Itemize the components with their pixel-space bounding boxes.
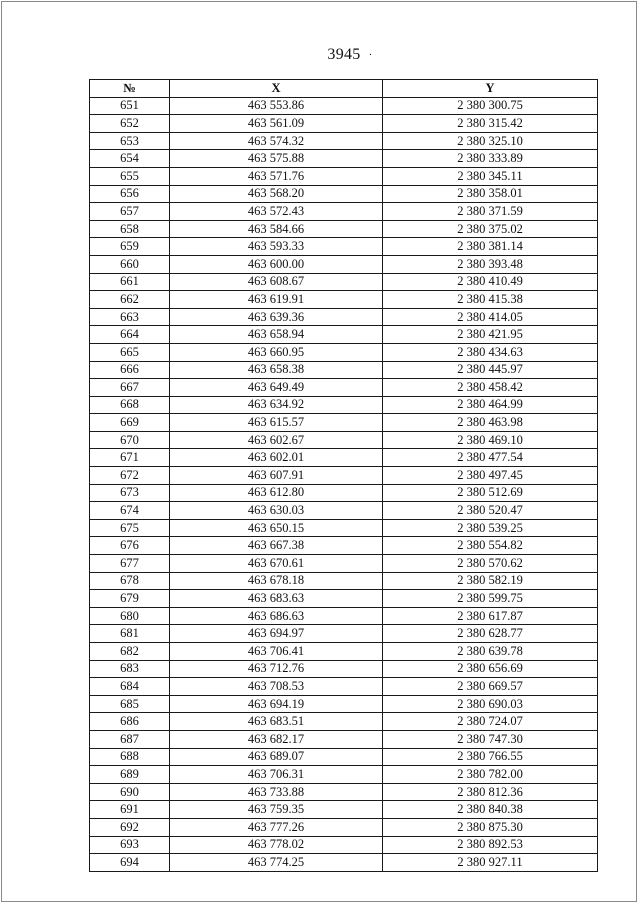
cell-number: 655 xyxy=(90,167,170,185)
cell-x: 463 774.25 xyxy=(170,854,383,872)
cell-y: 2 380 840.38 xyxy=(383,801,598,819)
cell-x: 463 733.88 xyxy=(170,783,383,801)
cell-number: 685 xyxy=(90,695,170,713)
cell-y: 2 380 617.87 xyxy=(383,607,598,625)
table-row xyxy=(90,537,598,555)
table-row xyxy=(90,467,598,485)
table-row xyxy=(90,115,598,133)
cell-y: 2 380 570.62 xyxy=(383,555,598,573)
page-number-text: 3945 xyxy=(327,46,361,63)
cell-number: 661 xyxy=(90,273,170,291)
cell-number: 657 xyxy=(90,203,170,221)
cell-number: 672 xyxy=(90,467,170,485)
cell-y: 2 380 782.00 xyxy=(383,766,598,784)
cell-y: 2 380 414.05 xyxy=(383,308,598,326)
cell-number: 667 xyxy=(90,379,170,397)
table-row xyxy=(90,308,598,326)
cell-x: 463 708.53 xyxy=(170,678,383,696)
cell-y: 2 380 724.07 xyxy=(383,713,598,731)
table-row xyxy=(90,695,598,713)
cell-y: 2 380 315.42 xyxy=(383,115,598,133)
table-row xyxy=(90,150,598,168)
cell-y: 2 380 458.42 xyxy=(383,379,598,397)
table-body xyxy=(90,97,598,871)
cell-x: 463 612.80 xyxy=(170,484,383,502)
cell-number: 658 xyxy=(90,220,170,238)
cell-number: 683 xyxy=(90,660,170,678)
page-mark: · xyxy=(368,49,373,62)
table-row xyxy=(90,255,598,273)
table-row xyxy=(90,730,598,748)
table-row xyxy=(90,326,598,344)
table-row xyxy=(90,379,598,397)
cell-number: 686 xyxy=(90,713,170,731)
table-row xyxy=(90,396,598,414)
cell-y: 2 380 445.97 xyxy=(383,361,598,379)
table-row xyxy=(90,449,598,467)
cell-x: 463 574.32 xyxy=(170,132,383,150)
cell-x: 463 608.67 xyxy=(170,273,383,291)
table-row xyxy=(90,273,598,291)
cell-x: 463 572.43 xyxy=(170,203,383,221)
cell-y: 2 380 415.38 xyxy=(383,291,598,309)
table-row xyxy=(90,555,598,573)
cell-number: 663 xyxy=(90,308,170,326)
table-row xyxy=(90,678,598,696)
table-header-row xyxy=(90,80,598,98)
cell-y: 2 380 628.77 xyxy=(383,625,598,643)
cell-number: 666 xyxy=(90,361,170,379)
cell-y: 2 380 463.98 xyxy=(383,414,598,432)
cell-x: 463 778.02 xyxy=(170,836,383,854)
cell-y: 2 380 639.78 xyxy=(383,643,598,661)
cell-y: 2 380 434.63 xyxy=(383,343,598,361)
cell-x: 463 630.03 xyxy=(170,502,383,520)
cell-x: 463 602.01 xyxy=(170,449,383,467)
cell-number: 674 xyxy=(90,502,170,520)
cell-x: 463 694.19 xyxy=(170,695,383,713)
table-row xyxy=(90,97,598,115)
cell-y: 2 380 554.82 xyxy=(383,537,598,555)
cell-x: 463 619.91 xyxy=(170,291,383,309)
cell-y: 2 380 539.25 xyxy=(383,519,598,537)
table-row xyxy=(90,484,598,502)
cell-number: 679 xyxy=(90,590,170,608)
cell-x: 463 600.00 xyxy=(170,255,383,273)
table-row xyxy=(90,167,598,185)
table-row xyxy=(90,291,598,309)
table-row xyxy=(90,502,598,520)
cell-y: 2 380 892.53 xyxy=(383,836,598,854)
table-row xyxy=(90,414,598,432)
table-row xyxy=(90,625,598,643)
cell-x: 463 660.95 xyxy=(170,343,383,361)
cell-number: 668 xyxy=(90,396,170,414)
coordinates-table xyxy=(89,79,598,872)
cell-x: 463 712.76 xyxy=(170,660,383,678)
cell-y: 2 380 358.01 xyxy=(383,185,598,203)
cell-x: 463 615.57 xyxy=(170,414,383,432)
cell-number: 652 xyxy=(90,115,170,133)
table-row xyxy=(90,660,598,678)
cell-y: 2 380 812.36 xyxy=(383,783,598,801)
cell-y: 2 380 690.03 xyxy=(383,695,598,713)
header-y: Y xyxy=(383,80,598,98)
cell-x: 463 683.63 xyxy=(170,590,383,608)
table-row xyxy=(90,185,598,203)
cell-y: 2 380 747.30 xyxy=(383,730,598,748)
table-row xyxy=(90,801,598,819)
cell-y: 2 380 464.99 xyxy=(383,396,598,414)
cell-y: 2 380 325.10 xyxy=(383,132,598,150)
cell-y: 2 380 469.10 xyxy=(383,431,598,449)
cell-y: 2 380 393.48 xyxy=(383,255,598,273)
cell-number: 656 xyxy=(90,185,170,203)
cell-y: 2 380 421.95 xyxy=(383,326,598,344)
table-row xyxy=(90,713,598,731)
cell-x: 463 639.36 xyxy=(170,308,383,326)
cell-number: 669 xyxy=(90,414,170,432)
cell-number: 693 xyxy=(90,836,170,854)
cell-x: 463 706.31 xyxy=(170,766,383,784)
table-row xyxy=(90,361,598,379)
table-row xyxy=(90,431,598,449)
table-row xyxy=(90,572,598,590)
header-x: X xyxy=(170,80,383,98)
cell-number: 671 xyxy=(90,449,170,467)
table-row xyxy=(90,220,598,238)
table-row xyxy=(90,854,598,872)
cell-y: 2 380 766.55 xyxy=(383,748,598,766)
table-row xyxy=(90,607,598,625)
cell-x: 463 553.86 xyxy=(170,97,383,115)
table-row xyxy=(90,519,598,537)
cell-number: 680 xyxy=(90,607,170,625)
cell-number: 682 xyxy=(90,643,170,661)
cell-number: 687 xyxy=(90,730,170,748)
table-row xyxy=(90,343,598,361)
table-row xyxy=(90,203,598,221)
cell-y: 2 380 520.47 xyxy=(383,502,598,520)
cell-x: 463 575.88 xyxy=(170,150,383,168)
cell-number: 676 xyxy=(90,537,170,555)
table-row xyxy=(90,238,598,256)
cell-y: 2 380 669.57 xyxy=(383,678,598,696)
cell-x: 463 670.61 xyxy=(170,555,383,573)
cell-x: 463 682.17 xyxy=(170,730,383,748)
cell-number: 678 xyxy=(90,572,170,590)
cell-x: 463 658.94 xyxy=(170,326,383,344)
cell-x: 463 667.38 xyxy=(170,537,383,555)
cell-x: 463 658.38 xyxy=(170,361,383,379)
cell-number: 691 xyxy=(90,801,170,819)
cell-number: 688 xyxy=(90,748,170,766)
table-row xyxy=(90,783,598,801)
cell-x: 463 689.07 xyxy=(170,748,383,766)
cell-x: 463 683.51 xyxy=(170,713,383,731)
cell-number: 694 xyxy=(90,854,170,872)
table-row xyxy=(90,766,598,784)
cell-number: 664 xyxy=(90,326,170,344)
cell-y: 2 380 345.11 xyxy=(383,167,598,185)
cell-y: 2 380 656.69 xyxy=(383,660,598,678)
cell-number: 654 xyxy=(90,150,170,168)
cell-number: 689 xyxy=(90,766,170,784)
cell-y: 2 380 410.49 xyxy=(383,273,598,291)
cell-y: 2 380 333.89 xyxy=(383,150,598,168)
cell-y: 2 380 927.11 xyxy=(383,854,598,872)
table-row xyxy=(90,818,598,836)
cell-number: 653 xyxy=(90,132,170,150)
cell-number: 692 xyxy=(90,818,170,836)
cell-x: 463 706.41 xyxy=(170,643,383,661)
cell-number: 660 xyxy=(90,255,170,273)
cell-y: 2 380 497.45 xyxy=(383,467,598,485)
cell-number: 677 xyxy=(90,555,170,573)
cell-number: 662 xyxy=(90,291,170,309)
cell-x: 463 602.67 xyxy=(170,431,383,449)
cell-number: 684 xyxy=(90,678,170,696)
cell-y: 2 380 477.54 xyxy=(383,449,598,467)
cell-y: 2 380 381.14 xyxy=(383,238,598,256)
cell-x: 463 694.97 xyxy=(170,625,383,643)
cell-x: 463 571.76 xyxy=(170,167,383,185)
cell-y: 2 380 875.30 xyxy=(383,818,598,836)
cell-x: 463 607.91 xyxy=(170,467,383,485)
cell-number: 681 xyxy=(90,625,170,643)
cell-y: 2 380 599.75 xyxy=(383,590,598,608)
cell-x: 463 777.26 xyxy=(170,818,383,836)
cell-x: 463 649.49 xyxy=(170,379,383,397)
cell-number: 665 xyxy=(90,343,170,361)
cell-number: 670 xyxy=(90,431,170,449)
cell-number: 690 xyxy=(90,783,170,801)
cell-x: 463 634.92 xyxy=(170,396,383,414)
cell-y: 2 380 300.75 xyxy=(383,97,598,115)
header-number: № xyxy=(90,80,170,98)
cell-x: 463 650.15 xyxy=(170,519,383,537)
cell-x: 463 561.09 xyxy=(170,115,383,133)
cell-x: 463 759.35 xyxy=(170,801,383,819)
table-row xyxy=(90,132,598,150)
cell-x: 463 593.33 xyxy=(170,238,383,256)
table-row xyxy=(90,590,598,608)
cell-x: 463 584.66 xyxy=(170,220,383,238)
page-number xyxy=(0,46,640,64)
table-row xyxy=(90,643,598,661)
cell-x: 463 686.63 xyxy=(170,607,383,625)
cell-x: 463 568.20 xyxy=(170,185,383,203)
cell-x: 463 678.18 xyxy=(170,572,383,590)
cell-number: 675 xyxy=(90,519,170,537)
cell-y: 2 380 375.02 xyxy=(383,220,598,238)
table-row xyxy=(90,748,598,766)
cell-y: 2 380 512.69 xyxy=(383,484,598,502)
table-row xyxy=(90,836,598,854)
cell-y: 2 380 582.19 xyxy=(383,572,598,590)
cell-y: 2 380 371.59 xyxy=(383,203,598,221)
cell-number: 659 xyxy=(90,238,170,256)
cell-number: 651 xyxy=(90,97,170,115)
cell-number: 673 xyxy=(90,484,170,502)
